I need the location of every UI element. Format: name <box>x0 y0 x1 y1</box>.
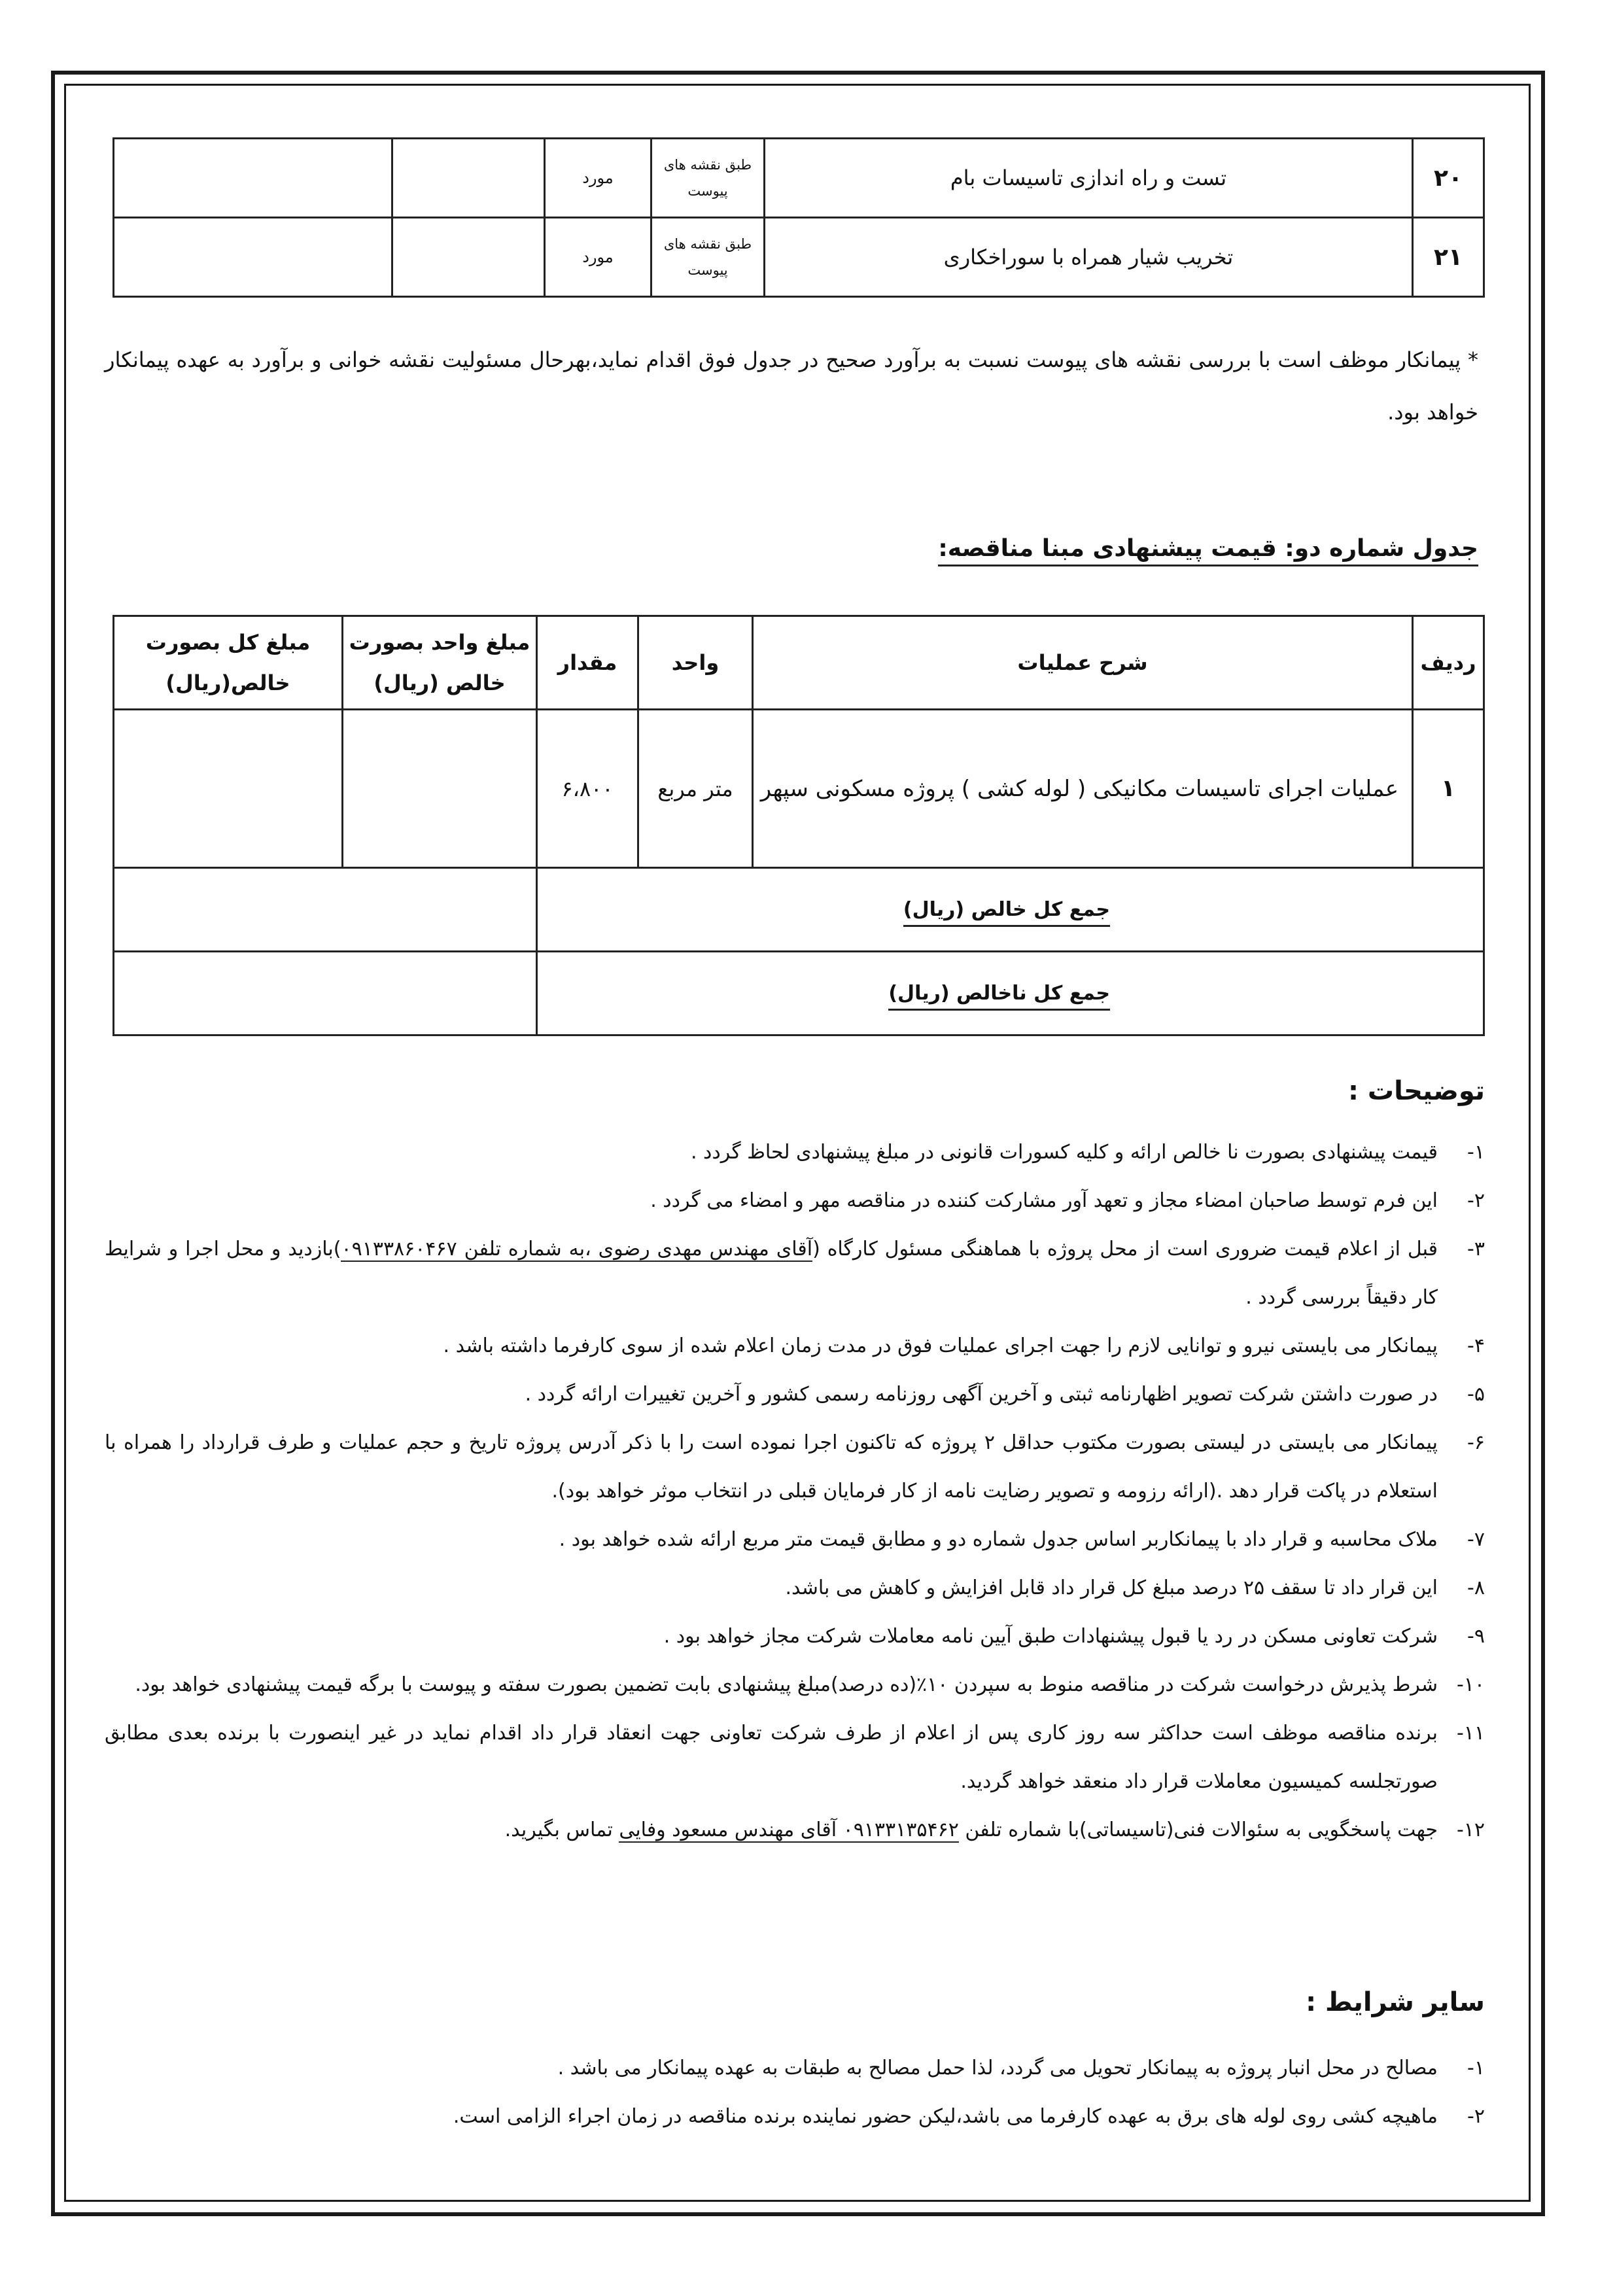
row-number: ۱ <box>1413 710 1484 868</box>
row-reference: طبق نقشه های پیوست <box>651 218 765 297</box>
other-conditions-title: سایر شرایط : <box>1306 1987 1485 2017</box>
list-item: ۳- قبل از اعلام قیمت ضروری است از محل پروژه با هماهنگی مسئول کارگاه (آقای مهندس مهدی رضوی ،به شماره تلفن ۰۹۱۳۳۸۶۰۴۶۷)بازدید و محل اجرا و شرایط کار دقیقاً بررسی گردد . <box>105 1238 1485 1309</box>
list-item: ۲- ماهیچه کشی روی لوله های برق به عهده کارفرما می باشد،لیکن حضور نماینده برنده مناقصه در زمان اجراء الزامی است. <box>453 2105 1485 2128</box>
total-net-label: جمع کل خالص (ریال) <box>537 868 1484 952</box>
list-item: ۸- این قرار داد تا سقف ۲۵ درصد مبلغ کل قرار داد قابل افزایش و کاهش می باشد. <box>785 1576 1485 1599</box>
header-quantity: مقدار <box>537 616 638 710</box>
row-number: ۲۱ <box>1413 218 1484 297</box>
list-item: ۱۲- جهت پاسخگویی به سئوالات فنی(تاسیساتی)با شماره تلفن ۰۹۱۳۳۱۳۵۴۶۲ آقای مهندس مسعود وفایی تماس بگیرید. <box>504 1818 1485 1841</box>
other-conditions-list <box>105 2044 1485 2141</box>
row-description: عملیات اجرای تاسیسات مکانیکی ( لوله کشی ) پروژه مسکونی سپهر <box>753 710 1413 868</box>
list-item: ۱- مصالح در محل انبار پروژه به پیمانکار تحویل می گردد، لذا حمل مصالح به طبقات به عهده پیمانکار می باشد . <box>557 2057 1485 2079</box>
total-gross-label: جمع کل ناخالص (ریال) <box>537 952 1484 1035</box>
table-header-row <box>114 616 1484 710</box>
total-gross-row <box>114 952 1484 1035</box>
list-item: ۹- شرکت تعاونی مسکن در رد یا قبول پیشنهادات طبق آیین نامه معاملات شرکت مجاز خواهد بود . <box>663 1625 1485 1648</box>
row-unit: مورد <box>545 218 651 297</box>
list-item: ۶- پیمانکار می بایستی در لیستی بصورت مکتوب حداقل ۲ پروژه که تاکنون اجرا نموده است را با ذکر آدرس پروژه تاریخ و حجم عملیات و طرف قرارداد را همراه با استعلام در پاکت قرار دهد .(ارائه رزومه و تصویر رضایت نامه از کار فرمایان قبلی در انتخاب موثر خواهد بود). <box>105 1431 1485 1503</box>
table-row <box>114 218 1484 297</box>
list-item: ۱- قیمت پیشنهادی بصورت نا خالص ارائه و کلیه کسورات قانونی در مبلغ پیشنهادی لحاظ گردد . <box>690 1141 1485 1164</box>
header-unit: واحد <box>638 616 753 710</box>
contractor-note: * پیمانکار موظف است با بررسی نقشه های پیوست نسبت به برآورد صحیح در جدول فوق اقدام نماید،بهرحال مسئولیت نقشه خوانی و برآورد به عهده پیمانکار خواهد بود. <box>105 347 1478 425</box>
row-unit: مورد <box>545 139 651 218</box>
table-row <box>114 139 1484 218</box>
notes-title: توضیحات : <box>1347 1076 1485 1106</box>
list-item: ۱۰- شرط پذیرش درخواست شرکت در مناقصه منوط به سپردن ۱۰٪(ده درصد)مبلغ پیشنهادی بابت تضمین بصورت سفته و پیوست با برگه قیمت پیشنهادی خواهد بود. <box>135 1673 1485 1696</box>
row-empty-cell <box>114 218 392 297</box>
row-description: تخریب شیار همراه با سوراخکاری <box>765 218 1413 297</box>
notes-list <box>105 1128 1485 1854</box>
row-empty-cell <box>392 139 545 218</box>
list-item: ۱۱- برنده مناقصه موظف است حداکثر سه روز کاری پس از اعلام از طرف شرکت تعاونی جهت انعقاد قرار داد اقدام نماید در غیر اینصورت با برنده بعدی مطابق صورتجلسه کمیسیون معاملات قرار داد منعقد خواهد گردید. <box>105 1722 1485 1793</box>
row-description: تست و راه اندازی تاسیسات بام <box>765 139 1413 218</box>
total-net-row <box>114 868 1484 952</box>
row-unit: متر مربع <box>638 710 753 868</box>
total-net-value <box>114 868 537 952</box>
total-gross-value <box>114 952 537 1035</box>
row-number: ۲۰ <box>1413 139 1484 218</box>
row-total-price <box>114 710 343 868</box>
list-item: ۷- ملاک محاسبه و قرار داد با پیمانکاربر اساس جدول شماره دو و مطابق قیمت متر مربع ارائه شده خواهد بود . <box>559 1528 1485 1551</box>
document-page <box>92 98 1485 2178</box>
row-quantity: ۶،۸۰۰ <box>537 710 638 868</box>
list-item: ۴- پیمانکار می بایستی نیرو و توانایی لازم را جهت اجرای عملیات فوق در مدت زمان اعلام شده از سوی کارفرما داشته باشد . <box>443 1334 1485 1357</box>
table2-title: جدول شماره دو: قیمت پیشنهادی مبنا مناقصه: <box>938 535 1478 566</box>
price-table <box>113 615 1485 1036</box>
list-item: ۵- در صورت داشتن شرکت تصویر اظهارنامه ثبتی و آخرین آگهی روزنامه رسمی کشور و آخرین تغییرات ارائه گردد . <box>525 1383 1485 1406</box>
header-total-price: مبلغ کل بصورت خالص(ریال) <box>114 616 343 710</box>
table-row <box>114 710 1484 868</box>
row-unit-price <box>343 710 537 868</box>
header-unit-price: مبلغ واحد بصورت خالص (ریال) <box>343 616 537 710</box>
header-description: شرح عملیات <box>753 616 1413 710</box>
header-row-number: ردیف <box>1413 616 1484 710</box>
list-item: ۲- این فرم توسط صاحبان امضاء مجاز و تعهد آور مشارکت کننده در مناقصه مهر و امضاء می گردد . <box>650 1189 1485 1212</box>
row-reference: طبق نقشه های پیوست <box>651 139 765 218</box>
items-table-continued <box>113 137 1485 298</box>
row-empty-cell <box>392 218 545 297</box>
row-empty-cell <box>114 139 392 218</box>
